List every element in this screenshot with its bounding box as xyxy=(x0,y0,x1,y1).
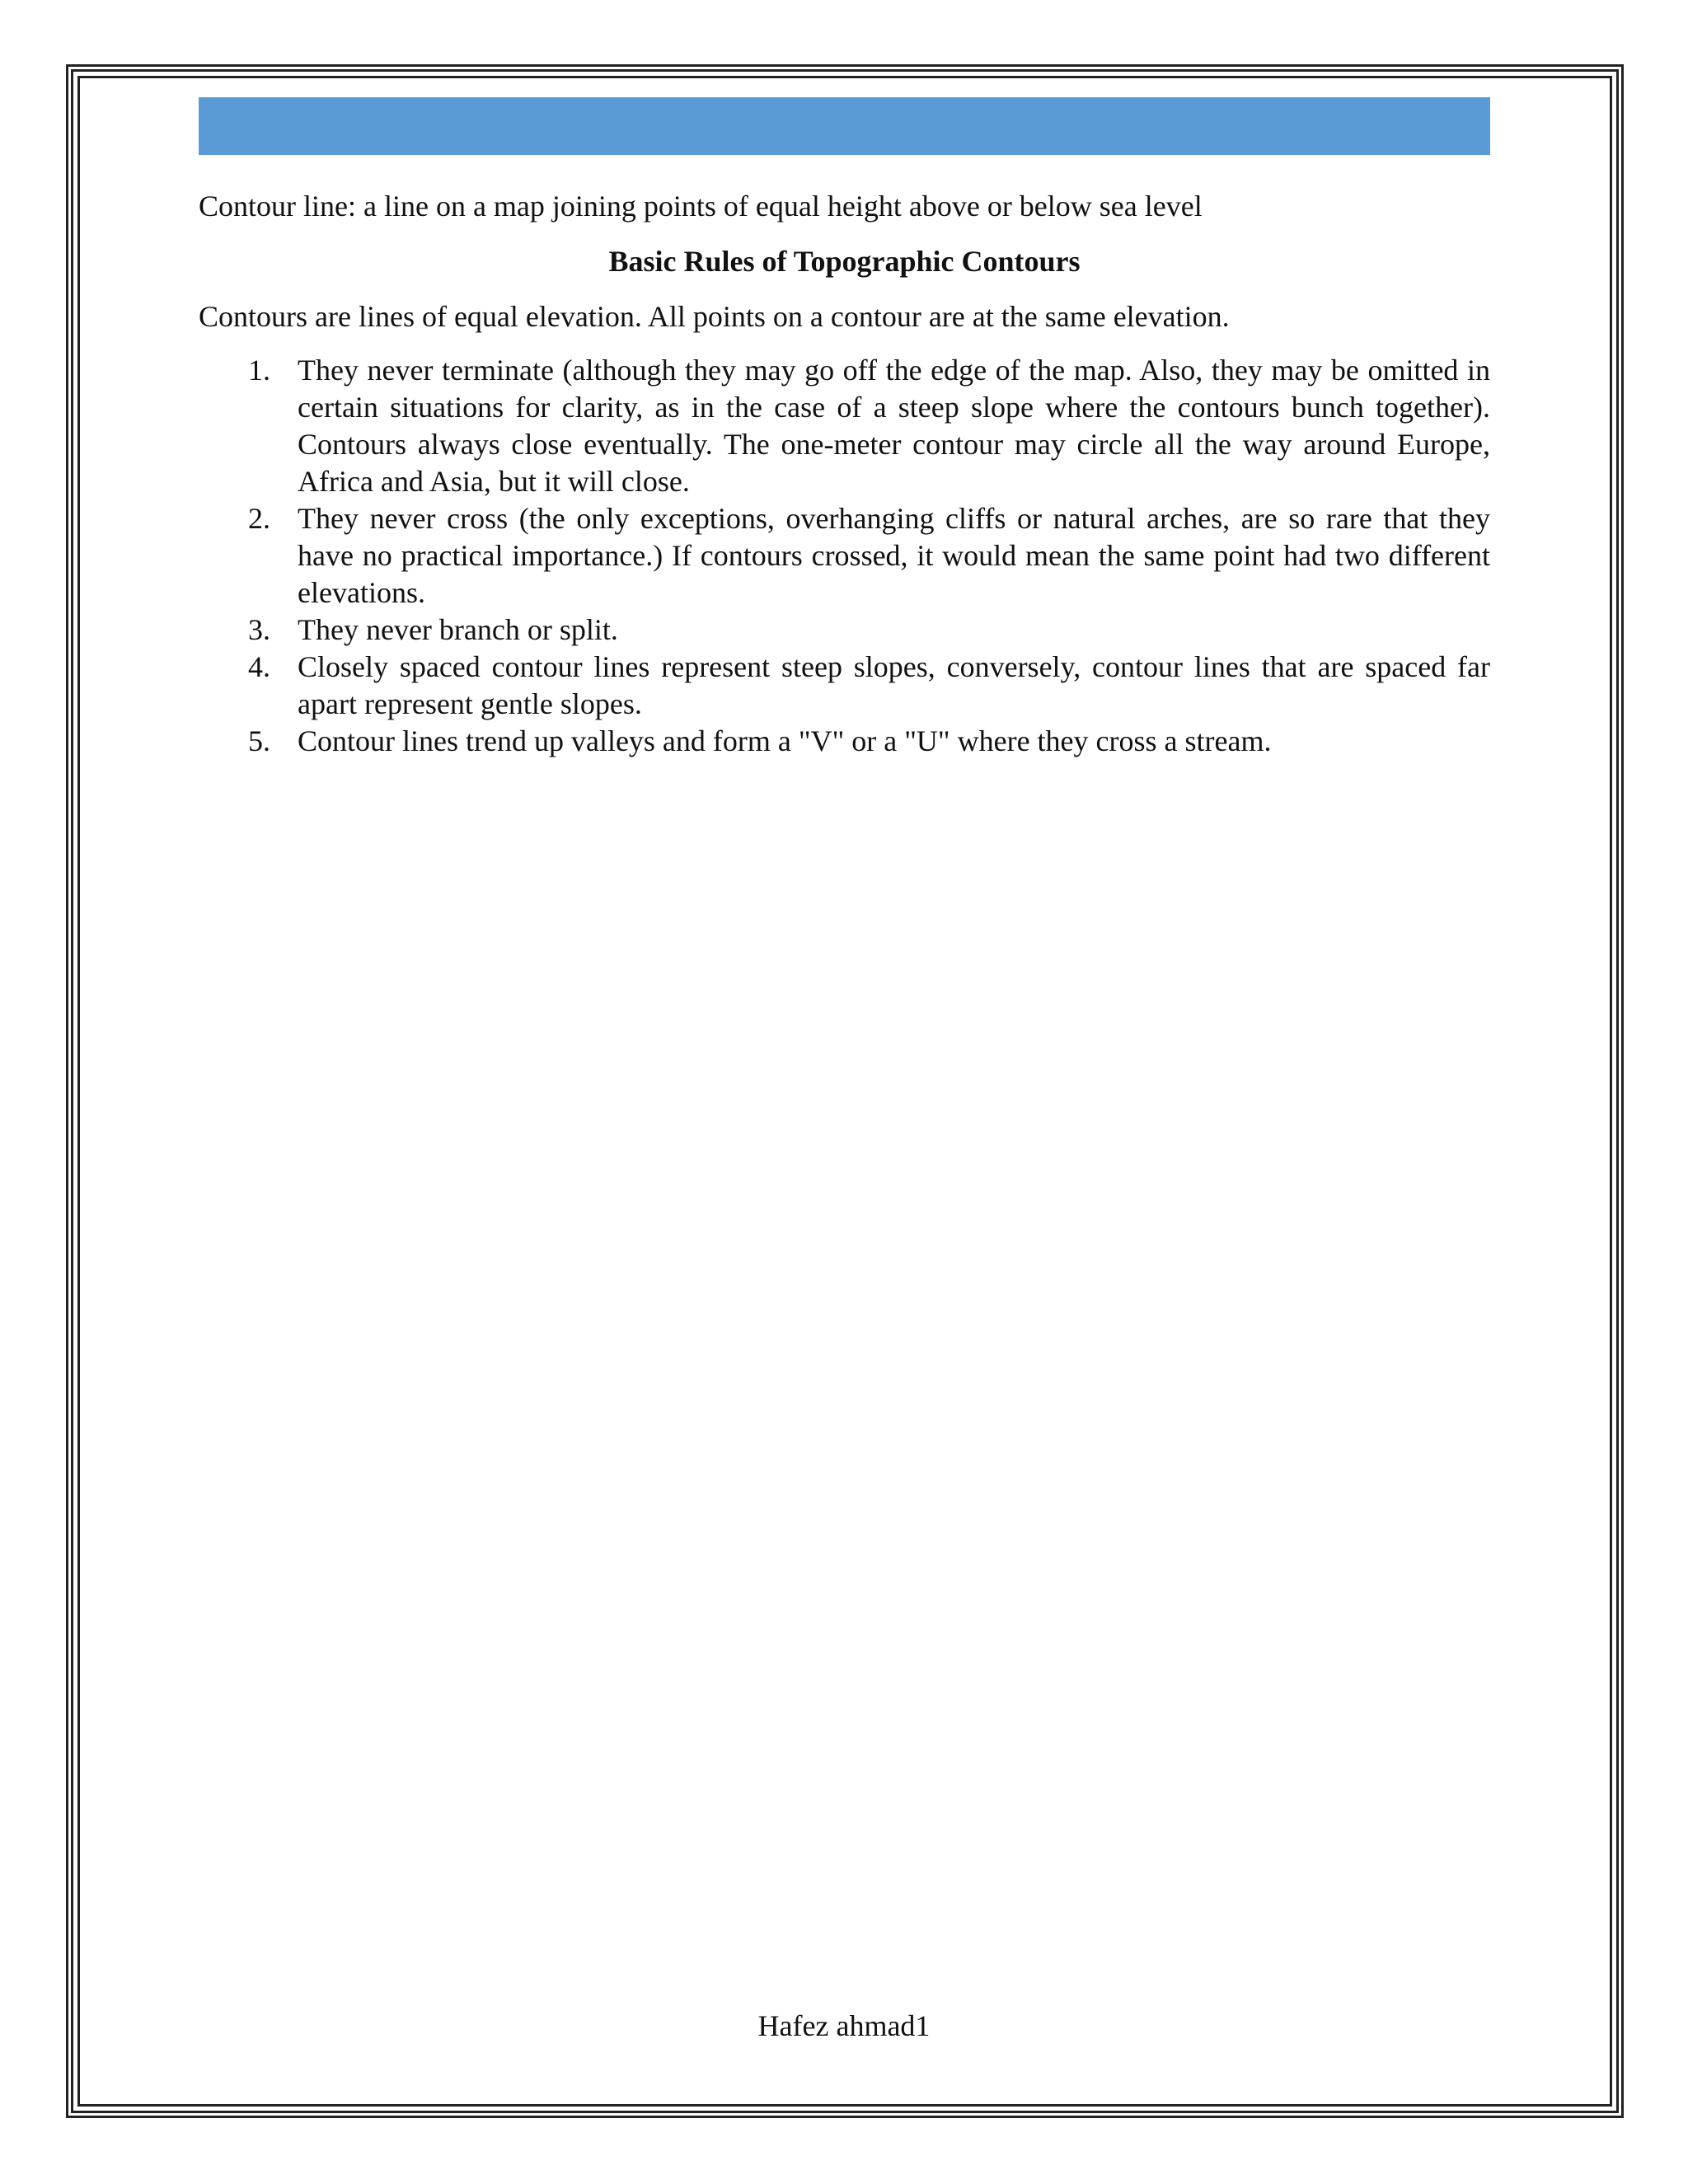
rule-number: 2. xyxy=(248,502,270,535)
rule-number: 5. xyxy=(248,724,270,757)
rule-number: 1. xyxy=(248,354,270,387)
rule-item xyxy=(199,352,1490,500)
contour-definition: Contour line: a line on a map joining points of equal height above or below sea level xyxy=(199,190,1203,223)
rule-number: 4. xyxy=(248,650,270,683)
rule-item xyxy=(199,612,1490,649)
rule-item xyxy=(199,723,1490,760)
page-content xyxy=(199,188,1490,760)
header-band xyxy=(199,97,1490,155)
rule-text: They never terminate (although they may go off the edge of the map. Also, they may be omitted in certain situations for clarity, as in the case of a steep slope where the contours bunch together). Contours always close eventually. The one-meter contour may circle all the way around Europe, Africa and Asia, but it will close. xyxy=(298,354,1490,498)
rule-number: 3. xyxy=(248,613,270,646)
rule-item xyxy=(199,500,1490,612)
page-footer: Hafez ahmad1 xyxy=(757,2009,931,2042)
rules-list xyxy=(199,352,1490,760)
rule-text: Contour lines trend up valleys and form a "V" or a "U" where they cross a stream. xyxy=(298,724,1272,757)
rule-text: They never cross (the only exceptions, overhanging cliffs or natural arches, are so rare that they have no practical importance.) If contours crossed, it would mean the same point had two different elevations. xyxy=(298,502,1490,609)
rule-text: They never branch or split. xyxy=(298,613,618,646)
intro-paragraph: Contours are lines of equal elevation. All points on a contour are at the same elevation. xyxy=(199,300,1230,333)
rule-text: Closely spaced contour lines represent steep slopes, conversely, contour lines that are spaced far apart represent gentle slopes. xyxy=(298,650,1490,720)
rule-item xyxy=(199,649,1490,723)
section-title: Basic Rules of Topographic Contours xyxy=(608,245,1081,278)
